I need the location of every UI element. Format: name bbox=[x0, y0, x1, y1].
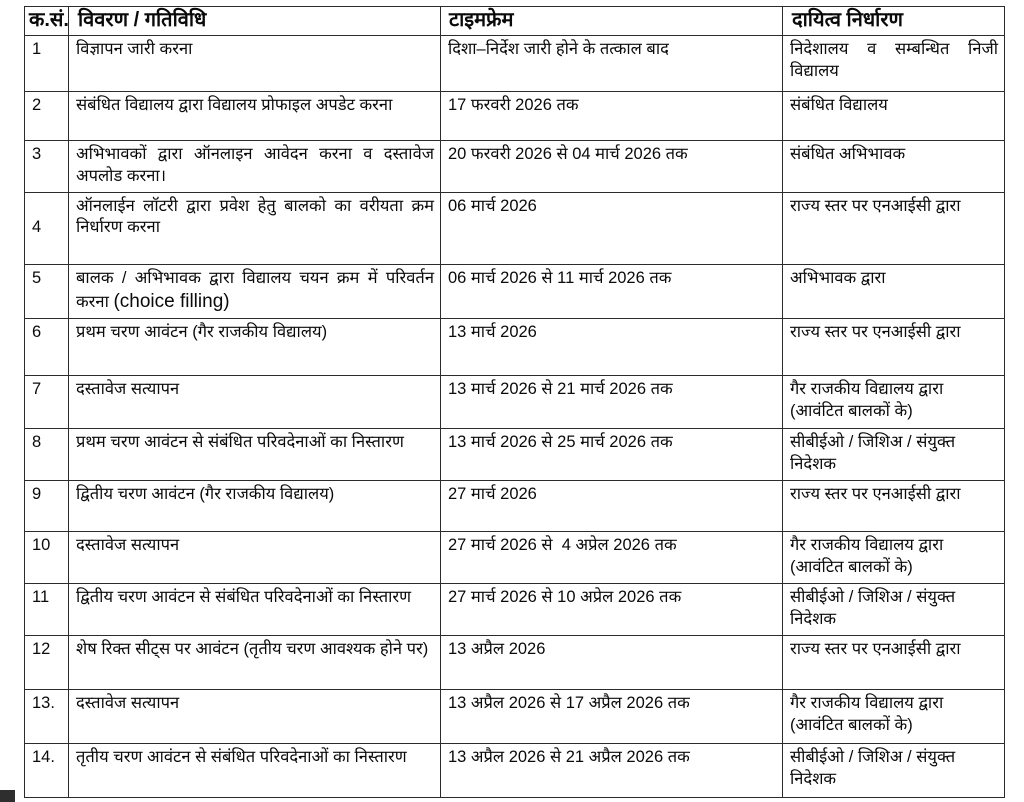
cell-timeframe: 27 मार्च 2026 से 10 अप्रेल 2026 तक bbox=[441, 584, 783, 636]
table-header-row bbox=[25, 7, 1005, 36]
cell-serial-number: 8 bbox=[25, 429, 69, 481]
cell-timeframe: 27 मार्च 2026 bbox=[441, 481, 783, 532]
cell-responsibility: गैर राजकीय विद्यालय द्वारा (आवंटित बालकों के) bbox=[783, 690, 1005, 744]
table-row bbox=[25, 92, 1005, 141]
table-row bbox=[25, 141, 1005, 193]
cell-responsibility: सीबीईओ / जिशिअ / संयुक्त निदेशक bbox=[783, 429, 1005, 481]
cell-serial-number: 14. bbox=[25, 744, 69, 798]
cell-responsibility: राज्य स्तर पर एनआईसी द्वारा bbox=[783, 319, 1005, 376]
cell-timeframe: दिशा–निर्देश जारी होने के तत्काल बाद bbox=[441, 36, 783, 92]
cell-responsibility: संबंधित अभिभावक bbox=[783, 141, 1005, 193]
table-row bbox=[25, 690, 1005, 744]
cell-serial-number: 9 bbox=[25, 481, 69, 532]
cell-serial-number: 1 bbox=[25, 36, 69, 92]
cell-description: द्वितीय चरण आवंटन से संबंधित परिवदेनाओं का निस्तारण bbox=[69, 584, 441, 636]
cell-timeframe: 13 मार्च 2026 bbox=[441, 319, 783, 376]
cell-responsibility: निदेशालय व सम्बन्धित निजी विद्यालय bbox=[783, 36, 1005, 92]
scan-corner-mark bbox=[0, 790, 15, 802]
cell-description: अभिभावकों द्वारा ऑनलाइन आवेदन करना व दस्तावेज अपलोड करना। bbox=[69, 141, 441, 193]
cell-responsibility: संबंधित विद्यालय bbox=[783, 92, 1005, 141]
cell-description: दस्तावेज सत्यापन bbox=[69, 532, 441, 584]
cell-timeframe: 13 अप्रैल 2026 bbox=[441, 636, 783, 690]
column-header-responsibility: दायित्व निर्धारण bbox=[783, 7, 1005, 36]
cell-timeframe: 27 मार्च 2026 से 4 अप्रेल 2026 तक bbox=[441, 532, 783, 584]
cell-description: विज्ञापन जारी करना bbox=[69, 36, 441, 92]
cell-description: दस्तावेज सत्यापन bbox=[69, 690, 441, 744]
cell-description: द्वितीय चरण आवंटन (गैर राजकीय विद्यालय) bbox=[69, 481, 441, 532]
cell-responsibility: गैर राजकीय विद्यालय द्वारा (आवंटित बालकों के) bbox=[783, 532, 1005, 584]
cell-serial-number: 12 bbox=[25, 636, 69, 690]
cell-responsibility: राज्य स्तर पर एनआईसी द्वारा bbox=[783, 481, 1005, 532]
cell-serial-number: 5 bbox=[25, 264, 69, 319]
cell-timeframe: 06 मार्च 2026 bbox=[441, 192, 783, 264]
cell-timeframe: 06 मार्च 2026 से 11 मार्च 2026 तक bbox=[441, 264, 783, 319]
cell-timeframe: 20 फरवरी 2026 से 04 मार्च 2026 तक bbox=[441, 141, 783, 193]
cell-serial-number: 11 bbox=[25, 584, 69, 636]
table-header bbox=[25, 7, 1005, 36]
table-row bbox=[25, 264, 1005, 319]
column-header-description: विवरण / गतिविधि bbox=[69, 7, 441, 36]
cell-serial-number: 6 bbox=[25, 319, 69, 376]
cell-responsibility: राज्य स्तर पर एनआईसी द्वारा bbox=[783, 192, 1005, 264]
cell-serial-number: 4 bbox=[25, 192, 69, 264]
table-row bbox=[25, 636, 1005, 690]
table-row bbox=[25, 192, 1005, 264]
table-row bbox=[25, 36, 1005, 92]
cell-responsibility: सीबीईओ / जिशिअ / संयुक्त निदेशक bbox=[783, 744, 1005, 798]
cell-serial-number: 13. bbox=[25, 690, 69, 744]
cell-timeframe: 13 अप्रैल 2026 से 17 अप्रैल 2026 तक bbox=[441, 690, 783, 744]
cell-responsibility: सीबीईओ / जिशिअ / संयुक्त निदेशक bbox=[783, 584, 1005, 636]
table-row bbox=[25, 481, 1005, 532]
cell-timeframe: 13 मार्च 2026 से 25 मार्च 2026 तक bbox=[441, 429, 783, 481]
cell-description-hindi: बालक / अभिभावक द्वारा विद्यालय चयन क्रम में परिवर्तन करना bbox=[76, 268, 434, 312]
cell-serial-number: 3 bbox=[25, 141, 69, 193]
cell-serial-number: 2 bbox=[25, 92, 69, 141]
cell-serial-number: 7 bbox=[25, 376, 69, 429]
table-row bbox=[25, 319, 1005, 376]
table-row bbox=[25, 584, 1005, 636]
cell-description: दस्तावेज सत्यापन bbox=[69, 376, 441, 429]
cell-timeframe: 17 फरवरी 2026 तक bbox=[441, 92, 783, 141]
cell-responsibility: राज्य स्तर पर एनआईसी द्वारा bbox=[783, 636, 1005, 690]
cell-responsibility: गैर राजकीय विद्यालय द्वारा (आवंटित बालकों के) bbox=[783, 376, 1005, 429]
cell-description: तृतीय चरण आवंटन से संबंधित परिवदेनाओं का निस्तारण bbox=[69, 744, 441, 798]
admission-schedule-table bbox=[24, 6, 1005, 798]
column-header-timeframe: टाइमफ्रेम bbox=[441, 7, 783, 36]
cell-description: प्रथम चरण आवंटन (गैर राजकीय विद्यालय) bbox=[69, 319, 441, 376]
table-row bbox=[25, 376, 1005, 429]
table-row bbox=[25, 744, 1005, 798]
cell-description: प्रथम चरण आवंटन से संबंधित परिवदेनाओं का निस्तारण bbox=[69, 429, 441, 481]
cell-description: संबंधित विद्यालय द्वारा विद्यालय प्रोफाइल अपडेट करना bbox=[69, 92, 441, 141]
cell-timeframe: 13 मार्च 2026 से 21 मार्च 2026 तक bbox=[441, 376, 783, 429]
cell-description: शेष रिक्त सीट्स पर आवंटन (तृतीय चरण आवश्यक होने पर) bbox=[69, 636, 441, 690]
cell-description: ऑनलाईन लॉटरी द्वारा प्रवेश हेतु बालको का वरीयता क्रम निर्धारण करना bbox=[69, 192, 441, 264]
table-row bbox=[25, 429, 1005, 481]
table-body bbox=[25, 36, 1005, 798]
cell-description bbox=[69, 264, 441, 319]
cell-description-english: (choice filling) bbox=[113, 291, 230, 313]
cell-timeframe: 13 अप्रैल 2026 से 21 अप्रैल 2026 तक bbox=[441, 744, 783, 798]
column-header-serial-number: क.सं. bbox=[25, 7, 69, 36]
table-row bbox=[25, 532, 1005, 584]
cell-serial-number: 10 bbox=[25, 532, 69, 584]
cell-responsibility: अभिभावक द्वारा bbox=[783, 264, 1005, 319]
